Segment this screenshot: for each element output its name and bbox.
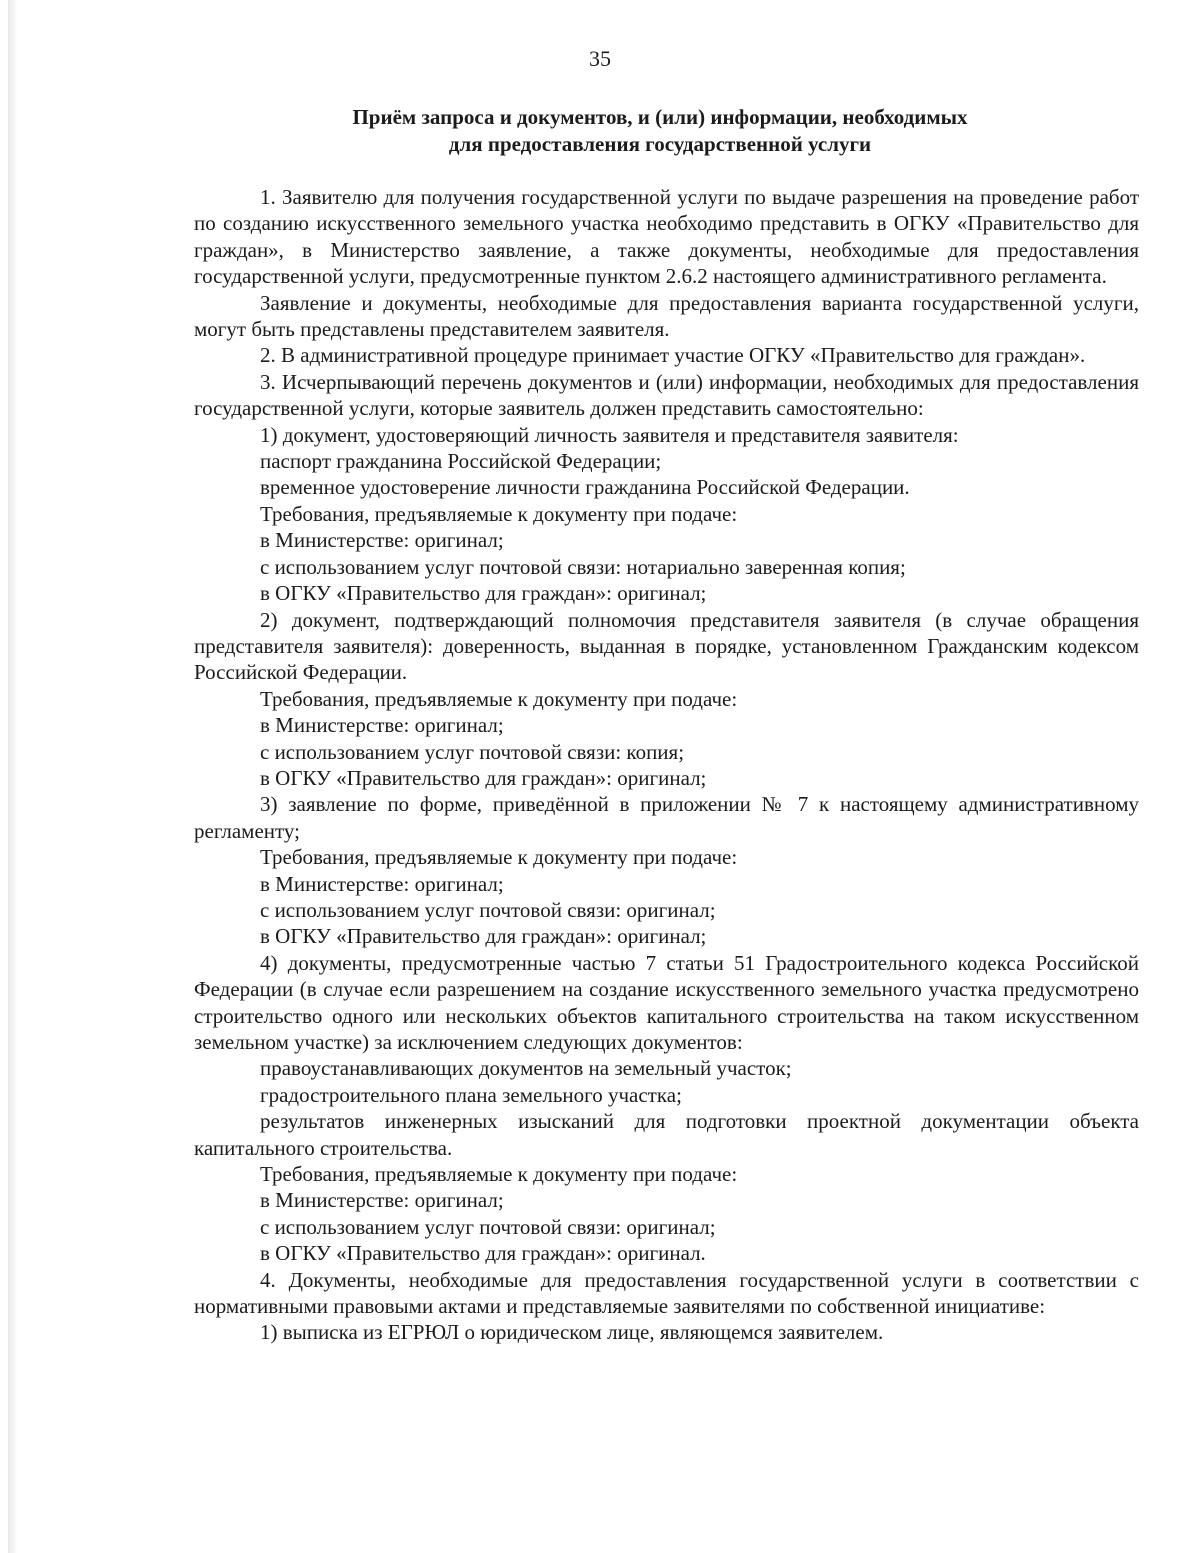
requirements-heading: Требования, предъявляемые к документу при подаче: xyxy=(260,845,738,870)
section-title-line-1: Приём запроса и документов, и (или) информации, необходимых xyxy=(352,105,968,129)
list-item-identity-document: 1) документ, удостоверяющий личность заявителя и представителя заявителя: xyxy=(260,422,959,447)
section-title xyxy=(200,104,1120,158)
requirement-ministry: в Министерстве: оригинал; xyxy=(260,871,504,896)
requirement-postal: с использованием услуг почтовой связи: оригинал; xyxy=(260,1214,716,1239)
list-item-temporary-id: временное удостоверение личности гражданина Российской Федерации. xyxy=(260,475,910,500)
paragraph-3: 2. В административной процедуре принимает участие ОГКУ «Правительство для граждан». xyxy=(260,343,1086,368)
document-body xyxy=(194,184,1139,1346)
requirement-ministry: в Министерстве: оригинал; xyxy=(260,713,504,738)
requirement-ogku: в ОГКУ «Правительство для граждан»: оригинал; xyxy=(260,924,707,949)
paragraph-4: 3. Исчерпывающий перечень документов и (или) информации, необходимых для предоставления государственной услуги, которые заявитель должен представить самостоятельно: xyxy=(194,369,1139,421)
exception-engineering-surveys: результатов инженерных изысканий для подготовки проектной документации объекта капитального строительства. xyxy=(194,1109,1139,1160)
requirement-ministry: в Министерстве: оригинал; xyxy=(260,528,504,553)
section-title-line-2: для предоставления государственной услуги xyxy=(448,132,872,156)
exception-urban-plan: градостроительного плана земельного участка; xyxy=(260,1082,682,1107)
list-item-power-of-attorney: 2) документ, подтверждающий полномочия представителя заявителя (в случае обращения представителя заявителя): доверенность, выданная в порядке, установленном Гражданским кодексом Российской Федерации. xyxy=(194,607,1139,685)
scan-page-edge xyxy=(8,0,18,1553)
page-number: 35 xyxy=(589,46,611,71)
paragraph-5: 4. Документы, необходимые для предоставления государственной услуги в соответствии с нормативными правовыми актами и представляемые заявителями по собственной инициативе: xyxy=(194,1267,1139,1319)
requirement-postal: с использованием услуг почтовой связи: копия; xyxy=(260,739,685,764)
list-item-passport: паспорт гражданина Российской Федерации; xyxy=(260,449,662,474)
paragraph-2: Заявление и документы, необходимые для предоставления варианта государственной услуги, могут быть представлены представителем заявителя. xyxy=(194,290,1139,342)
requirement-ogku: в ОГКУ «Правительство для граждан»: оригинал; xyxy=(260,581,707,606)
requirements-heading: Требования, предъявляемые к документу при подаче: xyxy=(260,1162,738,1187)
paragraph-1: 1. Заявителю для получения государственной услуги по выдаче разрешения на проведение работ по созданию искусственного земельного участка необходимо представить в ОГКУ «Правительство для граждан», в Министерство заявление, а также документы, необходимые для предоставления государственной услуги, предусмотренные пунктом 2.6.2 настоящего административного регламента. xyxy=(194,185,1139,289)
requirements-heading: Требования, предъявляемые к документу при подаче: xyxy=(260,686,738,711)
list-item-urban-code-documents: 4) документы, предусмотренные частью 7 статьи 51 Градостроительного кодекса Российской Федерации (в случае если разрешением на создание искусственного земельного участка предусмотрено строительство одного или нескольких объектов капитального строительства на таком искусственном земельном участке) за исключением следующих документов: xyxy=(194,950,1139,1054)
requirement-ogku: в ОГКУ «Правительство для граждан»: оригинал. xyxy=(260,1241,706,1266)
requirements-heading: Требования, предъявляемые к документу при подаче: xyxy=(260,501,738,526)
requirement-postal: с использованием услуг почтовой связи: нотариально заверенная копия; xyxy=(260,554,906,579)
requirement-ministry: в Министерстве: оригинал; xyxy=(260,1188,504,1213)
list-item-egrul-extract: 1) выписка из ЕГРЮЛ о юридическом лице, являющемся заявителем. xyxy=(260,1320,884,1345)
requirement-postal: с использованием услуг почтовой связи: оригинал; xyxy=(260,897,716,922)
requirement-ogku: в ОГКУ «Правительство для граждан»: оригинал; xyxy=(260,765,707,790)
exception-title-documents: правоустанавливающих документов на земельный участок; xyxy=(260,1056,792,1081)
list-item-application-form: 3) заявление по форме, приведённой в приложении № 7 к настоящему административному регламенту; xyxy=(194,792,1139,843)
